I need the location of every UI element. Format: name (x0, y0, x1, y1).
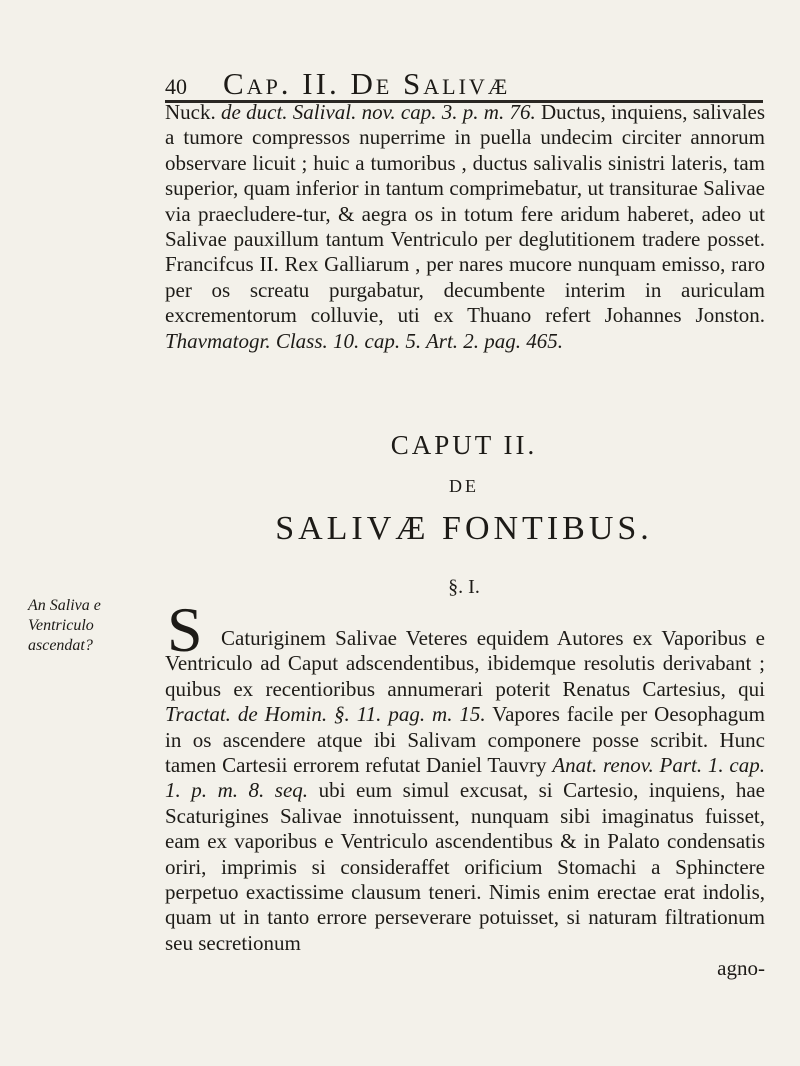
paragraph-2-text-b: Vapores facile per Oesophagum in os ascendere atque ibi Salivam componere posse scribit. Hunc tamen Cartesii errorem refutat Daniel Tauvry (165, 702, 765, 778)
running-head (165, 64, 763, 103)
chapter-heading-de: DE (449, 476, 479, 496)
page-number: 40 (165, 74, 187, 99)
paragraph-2-text-c: ubi eum simul excusat, si Cartesio, inquiens, hae Scaturigines Salivae innotuissent, nunquam sibi imaginatus fuisset, eam ex vaporibus e Ventriculo ascendentibus & in Palato condensatis oriri, imprimis si consideraffet orificium Stomachi a Sphinctere perpetuo exactissime clausum teneri. Nimis enim erectae erat indolis, quam ut in tanto errore perseverare potuisset, si naturam filtrationum seu secretionum (165, 778, 765, 955)
section-number: §. I. (448, 576, 480, 598)
margin-note-line-3: ascendat? (28, 637, 93, 654)
catchword: agno- (717, 956, 765, 981)
chapter-title: SALIVÆ FONTIBUS. (275, 510, 653, 547)
paragraph-2 (165, 626, 765, 982)
reference: Thavmatogr. Class. 10. cap. 5. Art. 2. pag. 465. (165, 328, 564, 353)
citation: de duct. Salival. nov. cap. 3. p. m. 76. (221, 100, 536, 124)
citation-tauvry: Anat. renov. Part. 1. cap. 1. p. m. 8. seq. (165, 753, 766, 803)
citation-descartes: Tractat. de Homin. §. 11. pag. m. 15. (165, 702, 486, 727)
margin-note-line-2: Ventriculo (28, 617, 94, 634)
paragraph-1-text: Ductus, inquiens, salivales a tumore compressos nuperrime in puella undecim circiter annorum observare licuit ; huic a tumoribus , ductus salivalis sinistri lateris, tam superior, quam inferior in tantum comprimebatur, ut transiturae Salivae via praecludere-tur, & aegra os in totum fere aridum haberet, adeo ut Salivae pauxillum tantum Ventriculo per deglutitionem tradere posset. Francifcus II. Rex Galliarum , per nares mucore nunquam emisso, raro per os screatu purgabatur, decumbente interim in auriculam excrementorum colluvie, uti ex Thuano refert Johannes Jonston. (165, 100, 766, 328)
author-name: Nuck. (165, 100, 216, 124)
running-title: Cap. II. De Salivæ (223, 66, 511, 101)
paragraph-1 (165, 100, 765, 354)
paragraph-2-text-a: Caturiginem Salivae Veteres equidem Autores ex Vaporibus e Ventriculo ad Caput adscendentibus, ibidemque resolutis derivabant ; quibus ex recentioribus annumerari poterit Renatus Cartesius, qui (165, 626, 765, 701)
margin-note-line-1: An Saliva e (28, 597, 101, 614)
drop-cap: S (167, 594, 203, 665)
margin-note (28, 596, 158, 656)
chapter-heading: CAPUT II. (390, 430, 538, 460)
